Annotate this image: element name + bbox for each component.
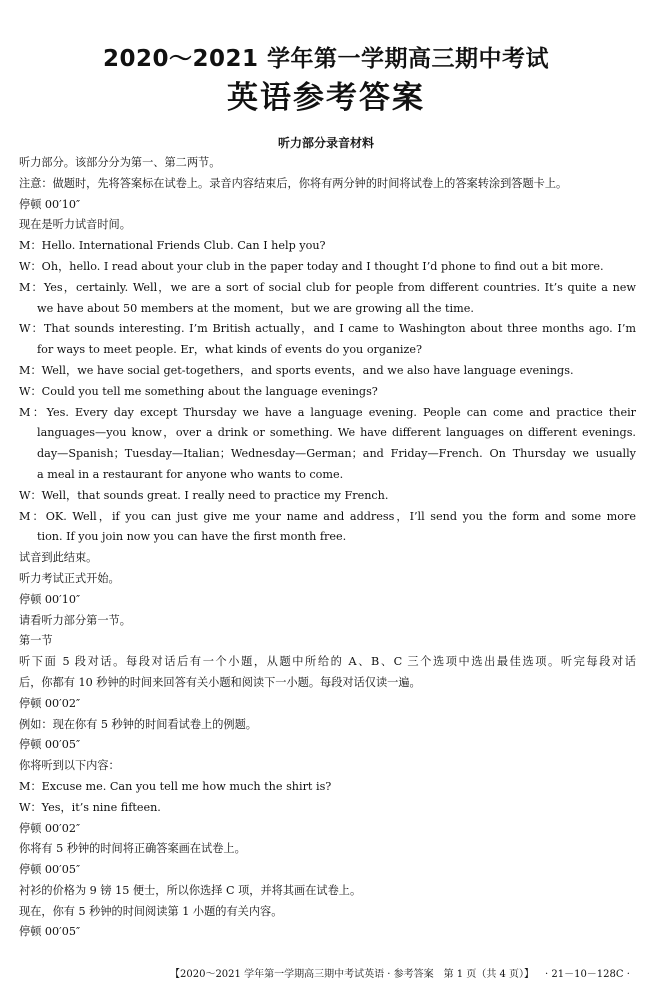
text-line: 第一节 [19,634,53,648]
dialogue-line: M：Well，we have social get-togethers，and sports events，and we also have language evenings. [19,363,574,377]
text-line: 停顿 00′02″ [19,696,81,710]
dialogue-line: W：Could you tell me something about the language evenings? [19,384,378,398]
text-line: 停顿 00′02″ [19,821,81,835]
dialogue-line: a meal in a restaurant for anyone who wants to come. [37,467,344,481]
footer-code: · 21－10－128C · [545,969,630,980]
dialogue-line: for ways to meet people. Er，what kinds of events do you organize? [37,343,423,357]
exam-title: 2020～2021 学年第一学期高三期中考试 [102,46,550,72]
text-line: 听力部分。该部分分为第一、第二两节。 [19,156,221,169]
dialogue-line: M：OK. Well，if you can just give me your name and address，I’ll send you the form and some more [19,509,636,523]
page-footer [170,965,640,980]
document-subtitle: 英语参考答案 [227,80,425,116]
dialogue-line: day—Spanish；Tuesday—Italian；Wednesday—German；and Friday—French. On Thursday we usually [37,447,636,461]
text-line: 请看听力部分第一节。 [19,613,131,627]
dialogue-line: M：Hello. International Friends Club. Can I help you? [19,239,326,253]
dialogue-line: W：That sounds interesting. I’m British actually，and I came to Washington about three months ago. I’m [19,322,636,336]
text-line: 现在是听力试音时间。 [19,218,131,232]
text-line: 例如：现在你有 5 秒钟的时间看试卷上的例题。 [19,717,257,731]
dialogue-line: languages—you know，over a drink or something. We have different languages on different evenings. [37,426,636,440]
text-line: 停顿 00′05″ [19,925,81,939]
footer-text: 【2020～2021 学年第一学期高三期中考试英语 · 参考答案 第 1 页（共 4 页）】 [170,969,535,980]
text-line: 注意：做题时，先将答案标在试卷上。录音内容结束后，你将有两分钟的时间将试卷上的答案转涂到答题卡上。 [19,176,568,190]
text-line: 试音到此结束。 [19,551,98,565]
text-line: 你将听到以下内容： [19,759,120,773]
text-line: 你将有 5 秒钟的时间将正确答案画在试卷上。 [19,842,246,856]
text-line: 停顿 00′05″ [19,863,81,877]
dialogue-line: W：Yes，it’s nine fifteen. [19,800,161,814]
text-line: 听下面 5 段对话。每段对话后有一个小题，从题中所给的 A、B、C 三个选项中选出最佳选项。听完每段对话 [19,655,636,669]
dialogue-line: W：Well，that sounds great. I really need to practice my French. [19,488,389,502]
dialogue-line: we have about 50 members at the moment，but we are growing all the time. [37,301,474,315]
dialogue-line: tion. If you join now you can have the first month free. [37,530,347,544]
text-line: 衬衫的价格为 9 镑 15 便士，所以你选择 C 项，并将其画在试卷上。 [19,883,362,897]
dialogue-line: M：Yes. Every day except Thursday we have a language evening. People can come and practice their [19,405,636,419]
section-heading: 听力部分录音材料 [277,136,374,150]
dialogue-line: W：Oh，hello. I read about your club in the paper today and I thought I’d phone to find out a bit more. [19,259,604,273]
text-line: 停顿 00′05″ [19,738,81,752]
text-line: 停顿 00′10″ [19,197,81,211]
text-line: 现在，你有 5 秒钟的时间阅读第 1 小题的有关内容。 [19,904,283,918]
text-line: 停顿 00′10″ [19,592,81,606]
dialogue-line: M：Excuse me. Can you tell me how much the shirt is? [19,779,332,793]
text-line: 听力考试正式开始。 [19,571,120,585]
dialogue-line: M：Yes，certainly. Well，we are a sort of social club for people from different countries. It’s quite a new [19,280,636,294]
text-line: 后，你都有 10 秒钟的时间来回答有关小题和阅读下一小题。每段对话仅读一遍。 [19,675,421,689]
transcript-body [19,153,636,943]
